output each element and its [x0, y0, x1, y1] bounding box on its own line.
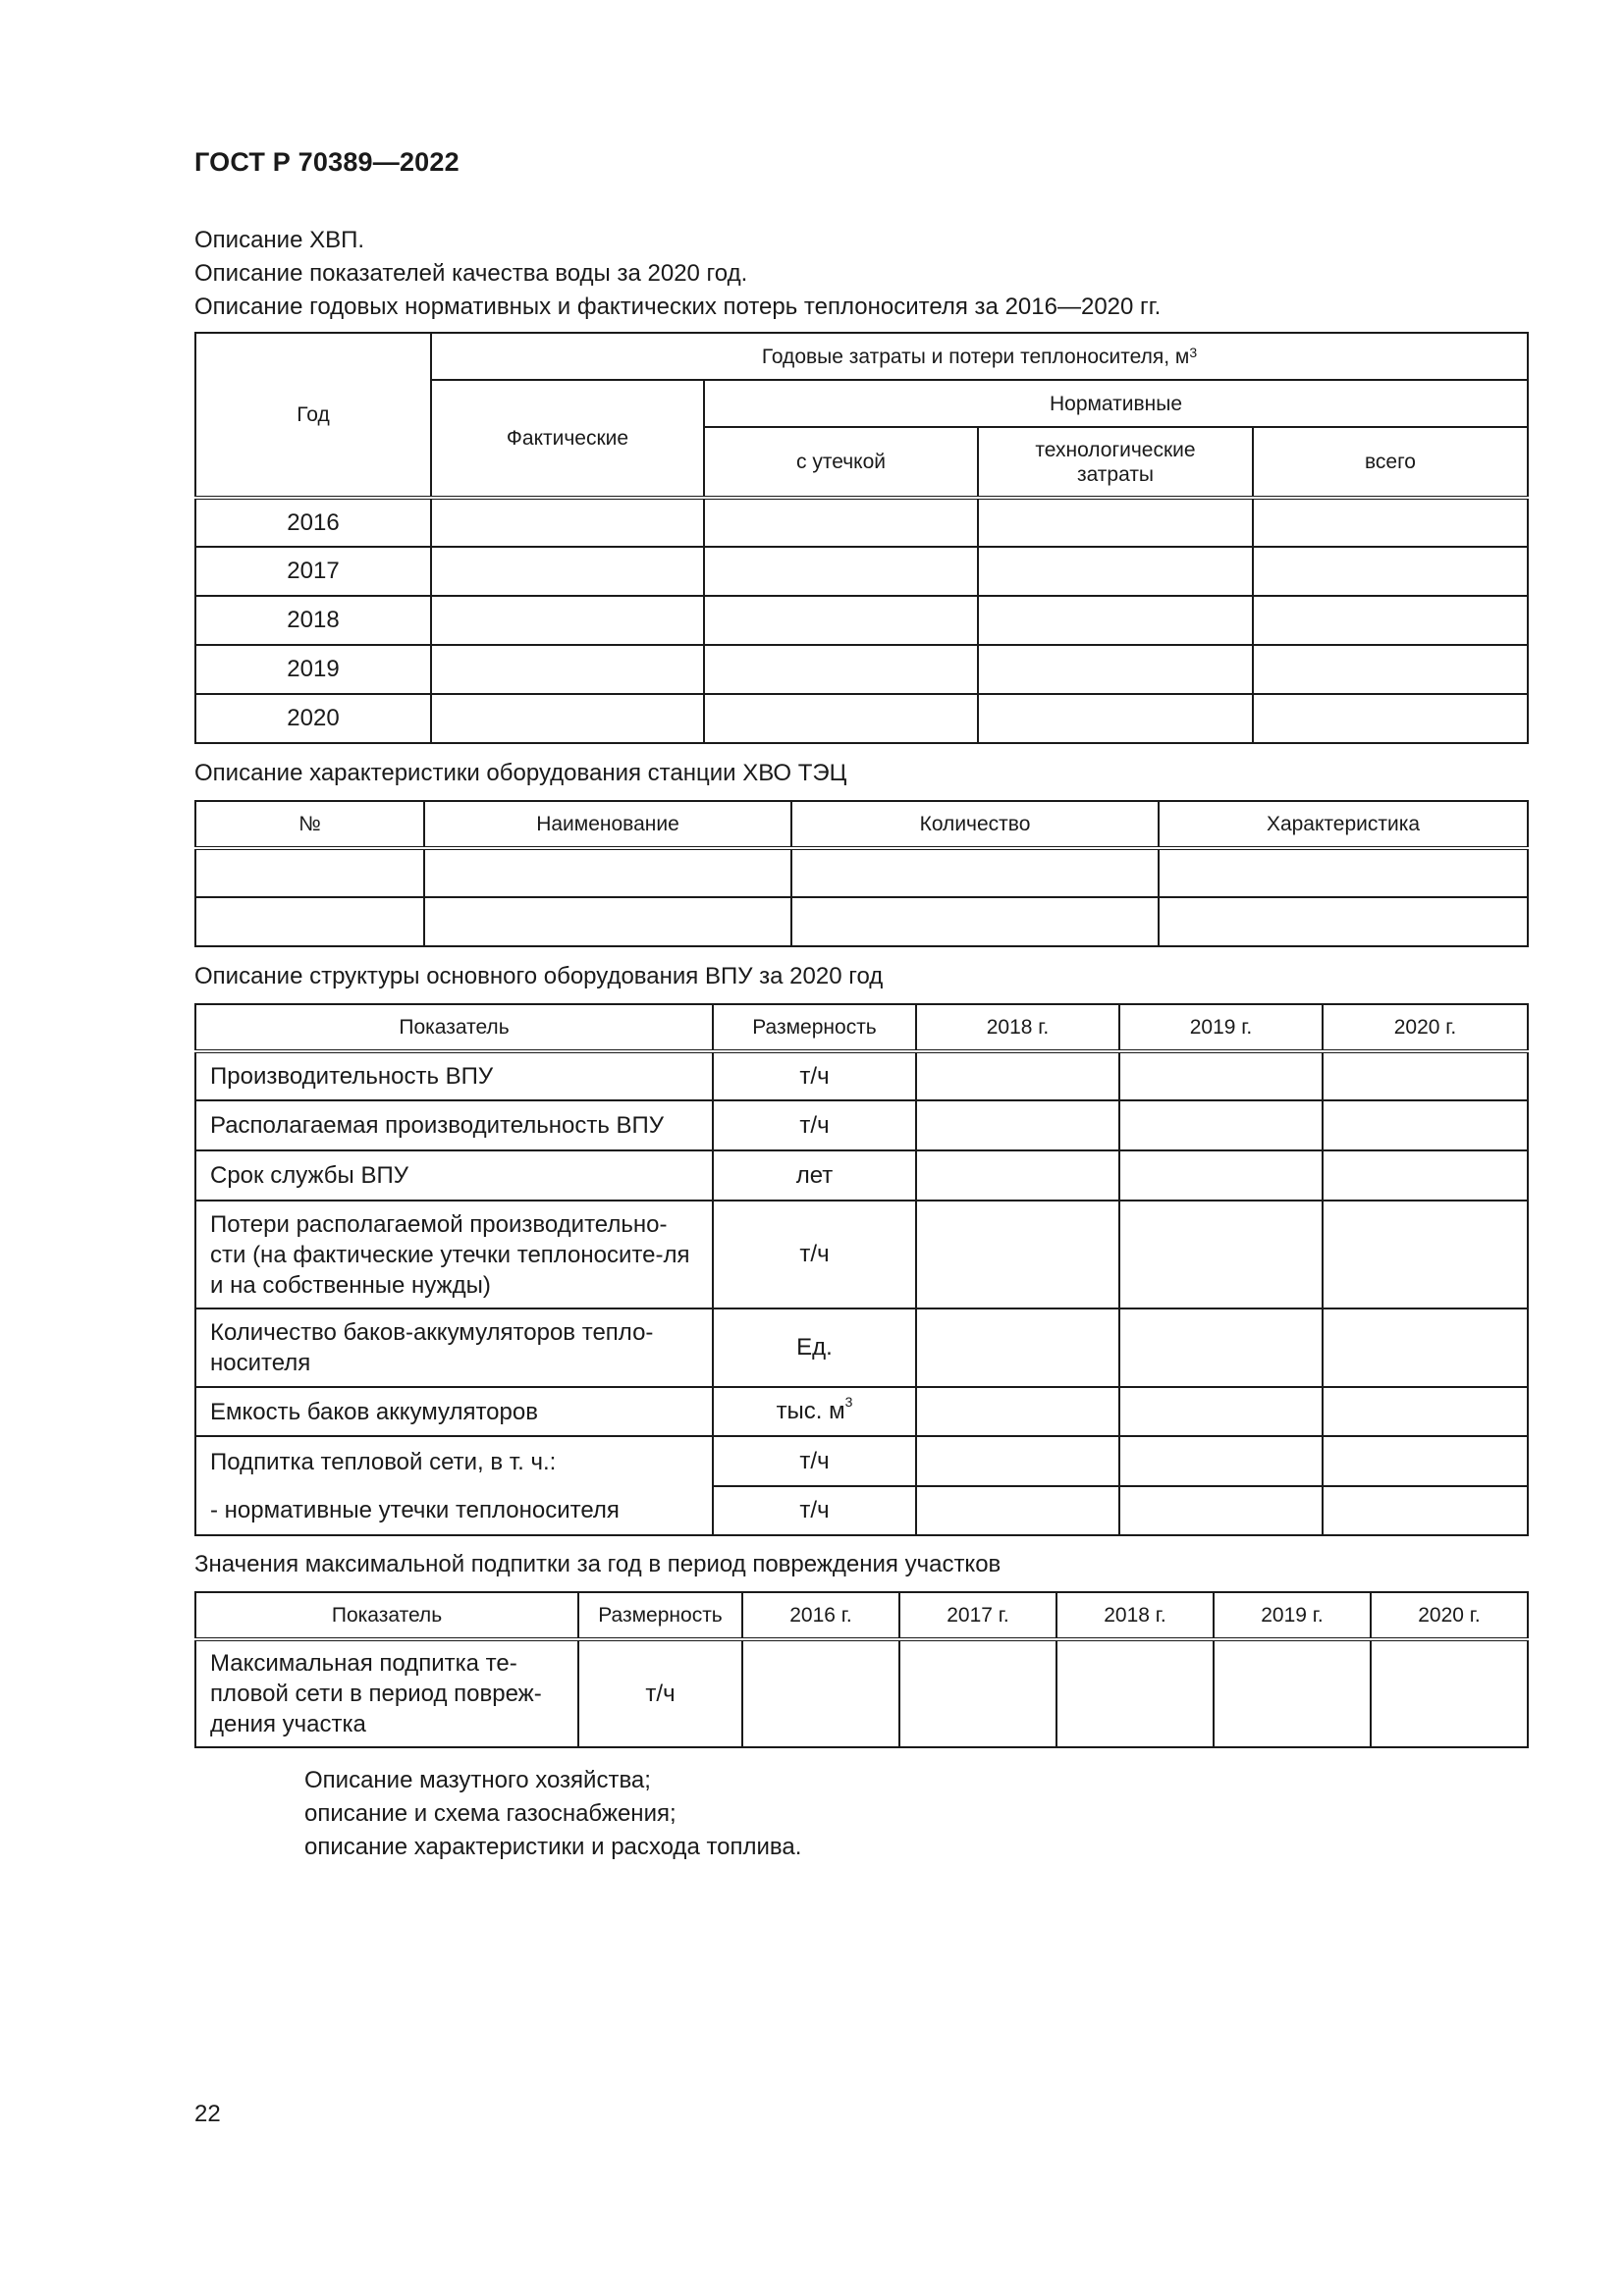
- equipment-table: [194, 800, 1529, 947]
- outro-line: описание характеристики и расхода топлива.: [304, 1834, 802, 1860]
- indicator-name: - нормативные утечки теплоносителя: [195, 1486, 713, 1535]
- header-total: всего: [1253, 427, 1528, 498]
- header-2016: 2016 г.: [742, 1592, 899, 1639]
- intro-paragraph: [194, 224, 1161, 324]
- header-unit: Размерность: [713, 1004, 916, 1051]
- header-normative: Нормативные: [704, 380, 1528, 427]
- indicator-name: Максимальная подпитка те-пловой сети в период повреж-дения участка: [195, 1639, 578, 1747]
- indicator-unit: т/ч: [713, 1201, 916, 1308]
- header-unit: Размерность: [578, 1592, 742, 1639]
- header-actual: Фактические: [431, 380, 704, 498]
- indicator-name: Производительность ВПУ: [195, 1051, 713, 1100]
- indicator-unit: т/ч: [578, 1639, 742, 1747]
- outro-line: описание и схема газоснабжения;: [304, 1800, 677, 1827]
- indicator-unit: Ед.: [713, 1308, 916, 1387]
- indicator-unit: тыс. $м^3$: [713, 1387, 916, 1436]
- header-2017: 2017 г.: [899, 1592, 1056, 1639]
- header-2019: 2019 г.: [1119, 1004, 1323, 1051]
- header-characteristic: Характеристика: [1159, 801, 1528, 848]
- header-indicator: Показатель: [195, 1004, 713, 1051]
- indicator-name: Емкость баков аккумуляторов: [195, 1387, 713, 1436]
- max-makeup-table: [194, 1591, 1529, 1748]
- header-number: №: [195, 801, 424, 848]
- caption-structure: Описание структуры основного оборудования ВПУ за 2020 год: [194, 963, 884, 989]
- indicator-unit: т/ч: [713, 1436, 916, 1486]
- indicator-name: Потери располагаемой производительно-сти (на фактические утечки теплоносите-ля и на собственные нужды): [195, 1201, 713, 1308]
- year-cell: 2019: [195, 645, 431, 694]
- page-number: 22: [194, 2101, 221, 2127]
- indicator-name: Подпитка тепловой сети, в т. ч.:: [195, 1436, 713, 1486]
- intro-line: Описание ХВП.: [194, 227, 365, 253]
- indicator-unit: т/ч: [713, 1051, 916, 1100]
- header-name: Наименование: [424, 801, 791, 848]
- indicator-unit: т/ч: [713, 1486, 916, 1535]
- indicator-name: Срок службы ВПУ: [195, 1150, 713, 1201]
- outro-line: Описание мазутного хозяйства;: [304, 1767, 651, 1793]
- year-cell: 2018: [195, 596, 431, 645]
- year-cell: 2016: [195, 498, 431, 547]
- header-2020: 2020 г.: [1323, 1004, 1528, 1051]
- header-tech: технологические затраты: [978, 427, 1253, 498]
- indicator-unit: лет: [713, 1150, 916, 1201]
- header-2018: 2018 г.: [916, 1004, 1119, 1051]
- header-year: Год: [195, 333, 431, 498]
- indicator-unit: т/ч: [713, 1100, 916, 1150]
- year-cell: 2017: [195, 547, 431, 596]
- header-with-leak: с утечкой: [704, 427, 978, 498]
- intro-line: Описание годовых нормативных и фактических потерь теплоносителя за 2016—2020 гг.: [194, 294, 1162, 320]
- caption-max-makeup: Значения максимальной подпитки за год в период повреждения участков: [194, 1551, 1001, 1577]
- document-header: ГОСТ Р 70389—2022: [194, 147, 460, 177]
- year-cell: 2020: [195, 694, 431, 743]
- indicator-name: Количество баков-аккумуляторов тепло-носителя: [195, 1308, 713, 1387]
- losses-table: [194, 332, 1529, 744]
- caption-equipment: Описание характеристики оборудования станции ХВО ТЭЦ: [194, 760, 847, 786]
- header-quantity: Количество: [791, 801, 1159, 848]
- structure-table: [194, 1003, 1529, 1536]
- header-2019: 2019 г.: [1214, 1592, 1371, 1639]
- intro-line: Описание показателей качества воды за 2020 год.: [194, 260, 748, 287]
- header-2020: 2020 г.: [1371, 1592, 1528, 1639]
- header-2018: 2018 г.: [1056, 1592, 1214, 1639]
- header-group: Годовые затраты и потери теплоносителя, $м^3$: [431, 333, 1528, 380]
- header-indicator: Показатель: [195, 1592, 578, 1639]
- indicator-name: Располагаемая производительность ВПУ: [195, 1100, 713, 1150]
- outro-paragraph: [304, 1764, 801, 1864]
